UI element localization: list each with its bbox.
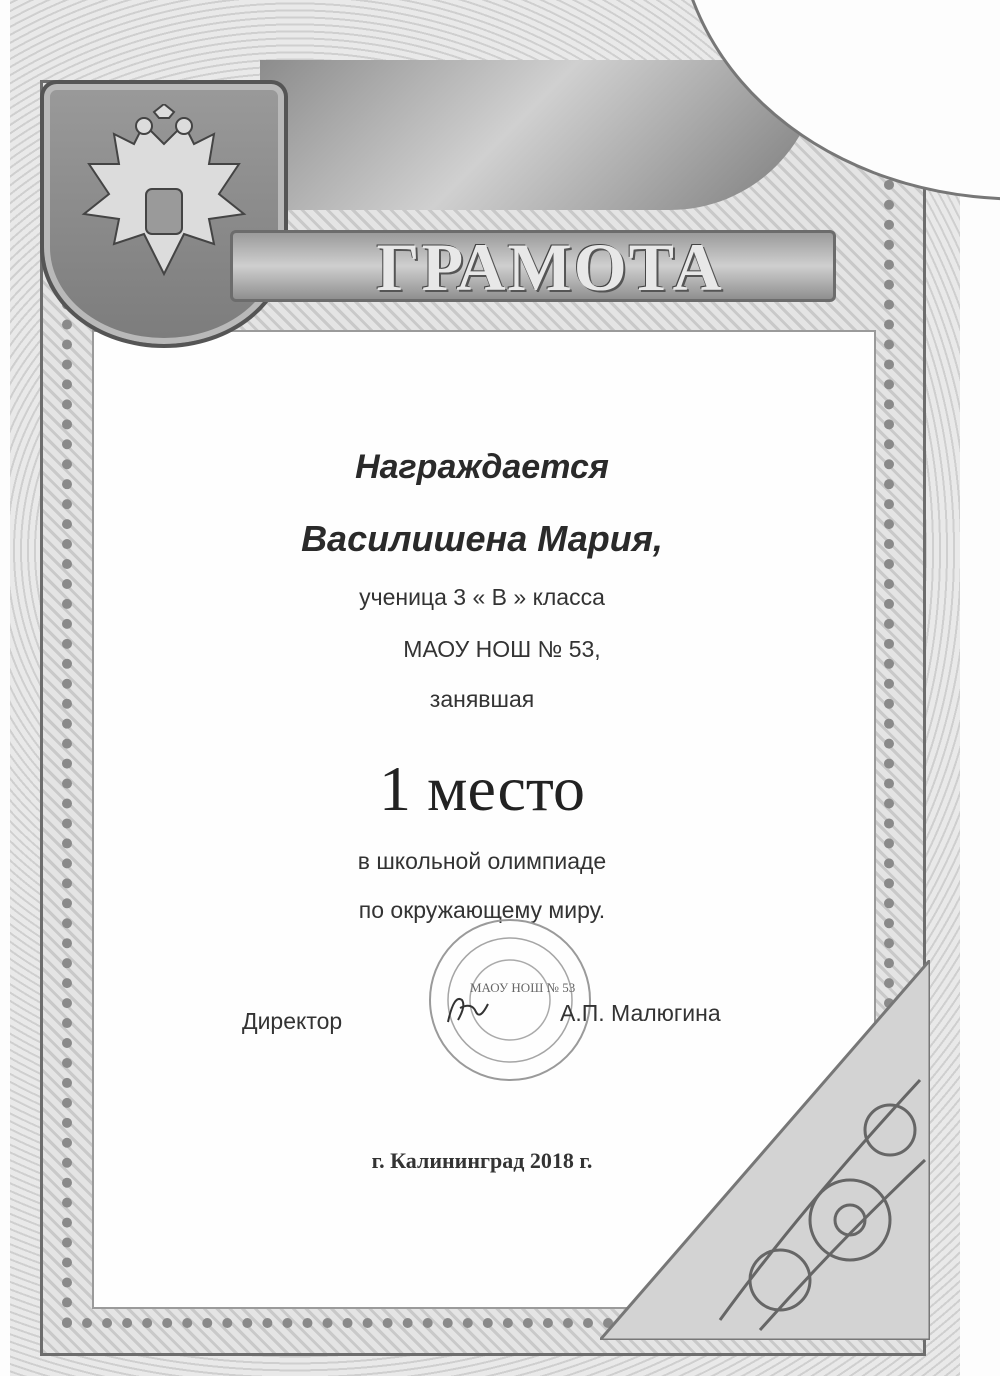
recipient-name: Василишена Мария, xyxy=(301,518,663,559)
olympiad-line: в школьной олимпиаде xyxy=(357,848,607,874)
coat-of-arms-icon xyxy=(40,80,288,348)
class-line: ученица 3 « В » класса xyxy=(359,584,605,610)
subject-line: по окружающему миру. xyxy=(358,897,606,923)
location-year: г. Калининград 2018 г. xyxy=(371,1148,593,1173)
director-label: Директор xyxy=(242,1008,343,1034)
signature-icon xyxy=(440,990,500,1030)
ribbon-decoration xyxy=(260,60,820,210)
director-name: А.П. Малюгина xyxy=(560,1000,721,1026)
certificate-title: ГРАМОТА xyxy=(376,229,724,305)
stamp-text: МАОУ НОШ № 53 xyxy=(470,980,576,995)
took-line: занявшая xyxy=(429,686,535,712)
place-heading: 1 место xyxy=(378,753,586,824)
school-line: МАОУ НОШ № 53, xyxy=(403,636,601,662)
awarded-heading: Награждается xyxy=(355,448,609,486)
